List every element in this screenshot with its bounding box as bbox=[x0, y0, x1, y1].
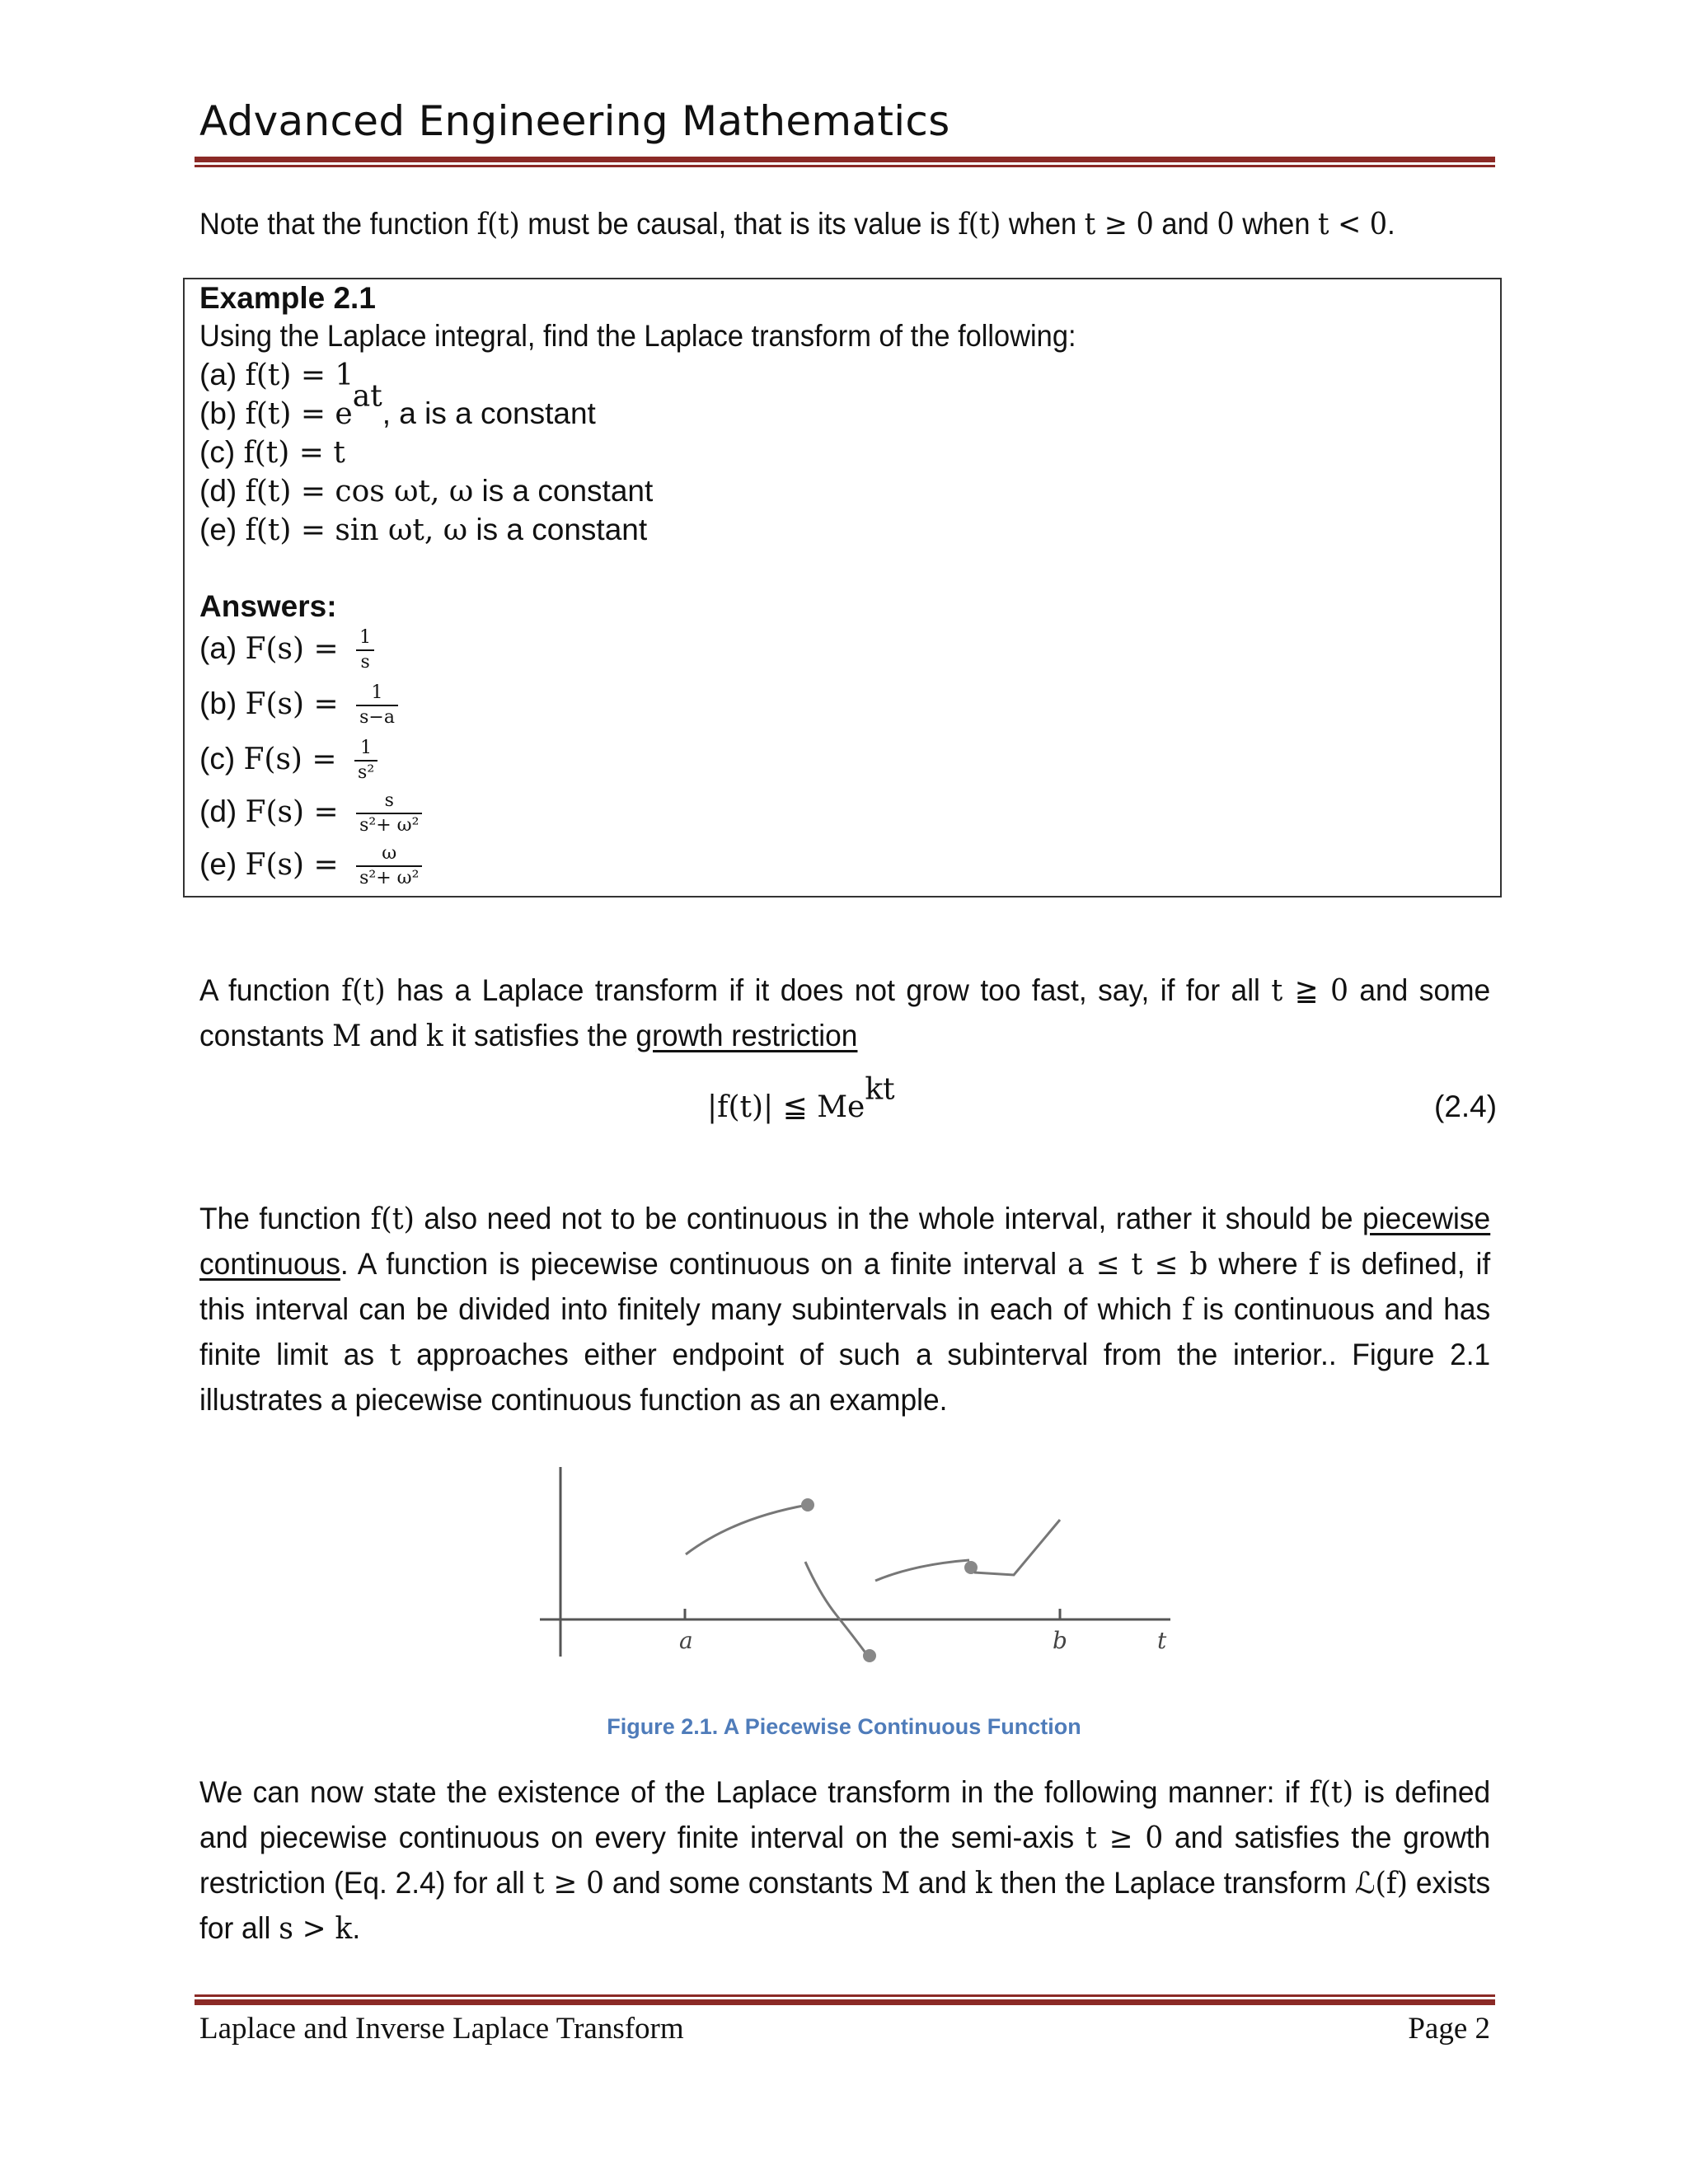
endpoint-dot-2 bbox=[863, 1649, 876, 1662]
math: f(t) = t bbox=[243, 436, 345, 470]
fraction bbox=[356, 842, 422, 890]
math: t bbox=[389, 1338, 401, 1372]
text: then the Laplace transform bbox=[992, 1866, 1355, 1900]
item-note: is a constant bbox=[467, 513, 648, 546]
curve-segment-4 bbox=[974, 1520, 1060, 1575]
footer-title: Laplace and Inverse Laplace Transform bbox=[199, 2012, 684, 2046]
header-title: Advanced Engineering Mathematics bbox=[199, 97, 950, 145]
math-superscript: kt bbox=[865, 1072, 895, 1107]
equation-2-4 bbox=[707, 1072, 895, 1124]
example-item-b bbox=[199, 379, 596, 434]
example-item-d bbox=[199, 472, 653, 511]
text: when bbox=[1234, 207, 1319, 241]
math: f(t) = sin ωt, ω bbox=[245, 513, 468, 547]
fraction bbox=[354, 737, 377, 785]
answer-d bbox=[199, 790, 422, 837]
denominator: s²+ ω² bbox=[359, 868, 420, 888]
denominator: s−a bbox=[359, 707, 395, 728]
math: f(t) = 1 bbox=[245, 359, 354, 392]
text: and bbox=[1153, 207, 1217, 241]
text: exists for all bbox=[199, 1866, 1491, 1945]
text: and satisfies the growth restriction (Eq. 2.4) for all bbox=[199, 1821, 1491, 1900]
denominator: s bbox=[360, 652, 370, 673]
item-label: (c) bbox=[199, 435, 244, 469]
math: k bbox=[425, 1019, 443, 1053]
math: f bbox=[1308, 1248, 1320, 1282]
math: t ≥ 0 bbox=[1085, 1821, 1164, 1855]
example-item-e bbox=[199, 511, 647, 550]
math: f(t) bbox=[1309, 1776, 1354, 1810]
math: f bbox=[1182, 1293, 1193, 1327]
numerator: 1 bbox=[356, 682, 398, 706]
answer-a bbox=[199, 626, 374, 674]
figure-caption: Figure 2.1. A Piecewise Continuous Function bbox=[607, 1714, 1081, 1739]
curve-segment-1 bbox=[686, 1505, 808, 1554]
numerator: ω bbox=[356, 842, 422, 867]
math: M bbox=[332, 1019, 362, 1053]
text: has a Laplace transform if it does not grow too fast, say, if for all bbox=[385, 973, 1272, 1007]
curve-segment-2 bbox=[805, 1562, 867, 1655]
piecewise-paragraph bbox=[199, 1197, 1490, 1422]
answers-title: Answers: bbox=[199, 589, 337, 623]
footer-rule bbox=[195, 1999, 1495, 2005]
axis-label-t: t bbox=[1157, 1627, 1167, 1654]
math: |f(t)| ≦ Me bbox=[707, 1090, 865, 1124]
text: is continuous and has finite limit as bbox=[199, 1292, 1491, 1371]
math: t < 0 bbox=[1318, 208, 1388, 241]
curve-segment-3 bbox=[875, 1560, 969, 1581]
endpoint-dot-1 bbox=[801, 1498, 814, 1511]
growth-restriction-term: growth restriction bbox=[635, 1019, 858, 1052]
item-label: (b) bbox=[199, 396, 246, 430]
answer-label: (c) bbox=[199, 741, 244, 776]
axis-label-b: b bbox=[1053, 1627, 1067, 1654]
math: F(s) = bbox=[245, 847, 349, 882]
answer-c bbox=[199, 737, 377, 785]
footer-rule-thin bbox=[195, 1994, 1495, 1997]
axis-label-a: a bbox=[679, 1627, 693, 1654]
example-instruction: Using the Laplace integral, find the Laplace transform of the following: bbox=[199, 319, 1076, 353]
example-item-c bbox=[199, 434, 345, 472]
numerator: s bbox=[356, 790, 422, 814]
header-rule bbox=[195, 157, 1495, 162]
math: f(t) = cos ωt, ω bbox=[245, 475, 474, 509]
text: and bbox=[910, 1866, 975, 1900]
text: is defined and piecewise continuous on every finite interval on the semi-axis bbox=[199, 1775, 1491, 1854]
math: M bbox=[880, 1867, 911, 1900]
text: . bbox=[1387, 207, 1395, 241]
numerator: 1 bbox=[356, 626, 374, 651]
text: and bbox=[361, 1019, 426, 1052]
answer-label: (e) bbox=[199, 846, 246, 881]
math: t ≧ 0 bbox=[1271, 974, 1348, 1008]
math: F(s) = bbox=[245, 794, 349, 829]
text: and some constants bbox=[199, 973, 1491, 1052]
math: s > k bbox=[279, 1912, 353, 1946]
answer-label: (b) bbox=[199, 686, 246, 720]
text: We can now state the existence of the Laplace transform in the following manner: if bbox=[199, 1775, 1310, 1809]
header-rule-thin bbox=[195, 165, 1495, 167]
fraction bbox=[356, 626, 374, 674]
text: . A function is piecewise continuous on a finite interval bbox=[340, 1247, 1068, 1281]
text: and some constants bbox=[604, 1866, 881, 1900]
fraction bbox=[356, 682, 398, 729]
math: 0 bbox=[1217, 208, 1235, 241]
math: t ≥ 0 bbox=[532, 1867, 605, 1900]
math: F(s) = bbox=[243, 742, 347, 776]
text: Note that the function bbox=[199, 207, 477, 241]
math: a ≤ t ≤ b bbox=[1067, 1248, 1208, 1282]
item-note: is a constant bbox=[473, 474, 654, 508]
text: also need not to be continuous in the whole interval, rather it should be bbox=[414, 1202, 1363, 1235]
math-superscript: at bbox=[352, 379, 382, 414]
math: f(t) bbox=[476, 208, 520, 241]
equation-number: (2.4) bbox=[1434, 1090, 1498, 1123]
math: f(t) = e bbox=[245, 397, 353, 431]
denominator: s² bbox=[358, 762, 375, 783]
existence-paragraph bbox=[199, 1770, 1490, 1952]
math: F(s) = bbox=[245, 631, 349, 666]
math: f(t) bbox=[958, 208, 1001, 241]
text: where bbox=[1207, 1247, 1309, 1281]
answer-b bbox=[199, 682, 398, 729]
math: f(t) bbox=[370, 1202, 415, 1236]
math: F(s) = bbox=[245, 687, 349, 721]
text: The function bbox=[199, 1202, 371, 1235]
fraction bbox=[356, 790, 422, 837]
math: f(t) bbox=[341, 974, 386, 1008]
example-title: Example 2.1 bbox=[199, 281, 376, 315]
example-item-a bbox=[199, 356, 354, 395]
intro-paragraph bbox=[199, 202, 1400, 247]
item-label: (e) bbox=[199, 513, 246, 546]
text: when bbox=[1001, 207, 1085, 241]
answer-label: (d) bbox=[199, 794, 246, 828]
item-label: (a) bbox=[199, 358, 246, 391]
item-label: (d) bbox=[199, 474, 246, 508]
math: t ≥ 0 bbox=[1084, 208, 1154, 241]
numerator: 1 bbox=[354, 737, 377, 762]
piecewise-continuous-term: piecewise continuous bbox=[199, 1202, 1491, 1281]
answer-label: (a) bbox=[199, 630, 246, 665]
text: approaches either endpoint of such a subinterval from the interior.. Figure 2.1 illustrates a piecewise continuous function as an example. bbox=[199, 1338, 1491, 1417]
item-note: , a is a constant bbox=[382, 396, 596, 430]
piecewise-function-figure bbox=[511, 1451, 1220, 1673]
text: . bbox=[352, 1911, 361, 1945]
answer-e bbox=[199, 842, 422, 890]
page-number: Page 2 bbox=[1408, 2012, 1490, 2046]
growth-paragraph bbox=[199, 968, 1490, 1059]
math: k bbox=[974, 1867, 992, 1900]
denominator: s²+ ω² bbox=[359, 815, 420, 836]
math: ℒ(f) bbox=[1354, 1867, 1409, 1900]
text: it satisfies the bbox=[443, 1019, 636, 1052]
text: is defined, if this interval can be divided into finitely many subintervals in each of which bbox=[199, 1247, 1491, 1326]
text: A function bbox=[199, 973, 342, 1007]
text: must be causal, that is its value is bbox=[519, 207, 959, 241]
